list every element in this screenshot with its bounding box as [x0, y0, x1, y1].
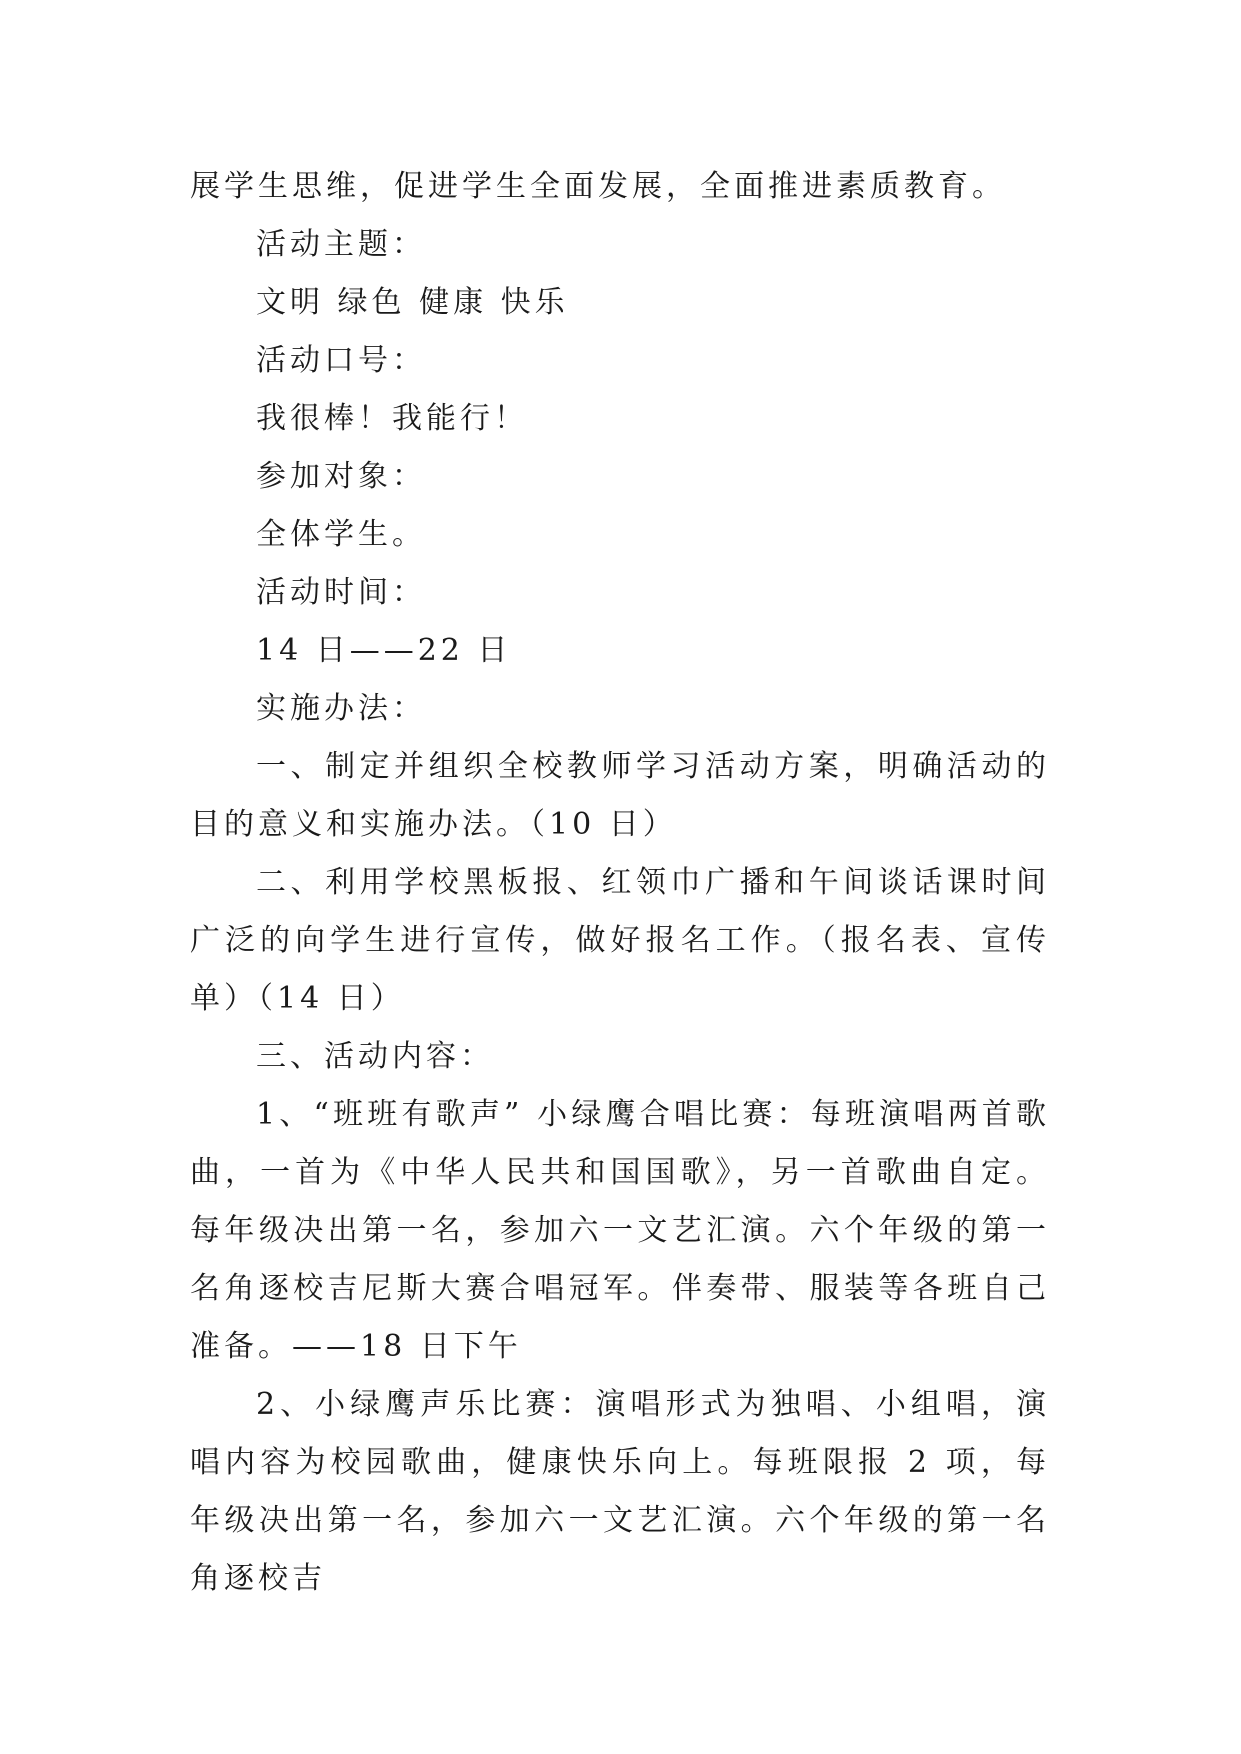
heading-activity-slogan: 活动口号：	[256, 343, 426, 378]
paragraph-participants: 全体学生。	[256, 517, 426, 552]
paragraph-implementation-step-1: 一、制定并组织全校教师学习活动方案，明确活动的目的意义和实施办法。（10 日）	[190, 749, 1050, 842]
heading-activity-time: 活动时间：	[256, 575, 426, 610]
heading-participants: 参加对象：	[256, 459, 426, 494]
paragraph-activity-slogan: 我很棒！我能行！	[256, 401, 528, 436]
paragraph-intro-continuation: 展学生思维，促进学生全面发展，全面推进素质教育。	[190, 169, 1006, 204]
paragraph-activity-theme: 文明 绿色 健康 快乐	[256, 285, 569, 320]
paragraph-activity-time: 14 日——22 日	[256, 633, 512, 668]
paragraph-vocal-contest: 2、小绿鹰声乐比赛：演唱形式为独唱、小组唱，演唱内容为校园歌曲，健康快乐向上。每班限报 2 项，每年级决出第一名，参加六一文艺汇演。六个年级的第一名角逐校吉	[190, 1387, 1050, 1596]
heading-implementation: 实施办法：	[256, 691, 426, 726]
paragraph-choir-contest: 1、“班班有歌声” 小绿鹰合唱比赛：每班演唱两首歌曲，一首为《中华人民共和国国歌》，另一首歌曲自定。每年级决出第一名，参加六一文艺汇演。六个年级的第一名角逐校吉尼斯大赛合唱冠军。伴奏带、服装等各班自己准备。——18 日下午	[190, 1097, 1050, 1364]
heading-activity-content: 三、活动内容：	[256, 1039, 494, 1074]
document-body	[190, 158, 1050, 1608]
paragraph-implementation-step-2: 二、利用学校黑板报、红领巾广播和午间谈话课时间广泛的向学生进行宣传，做好报名工作。（报名表、宣传单）（14 日）	[190, 865, 1050, 1016]
heading-activity-theme: 活动主题：	[256, 227, 426, 262]
